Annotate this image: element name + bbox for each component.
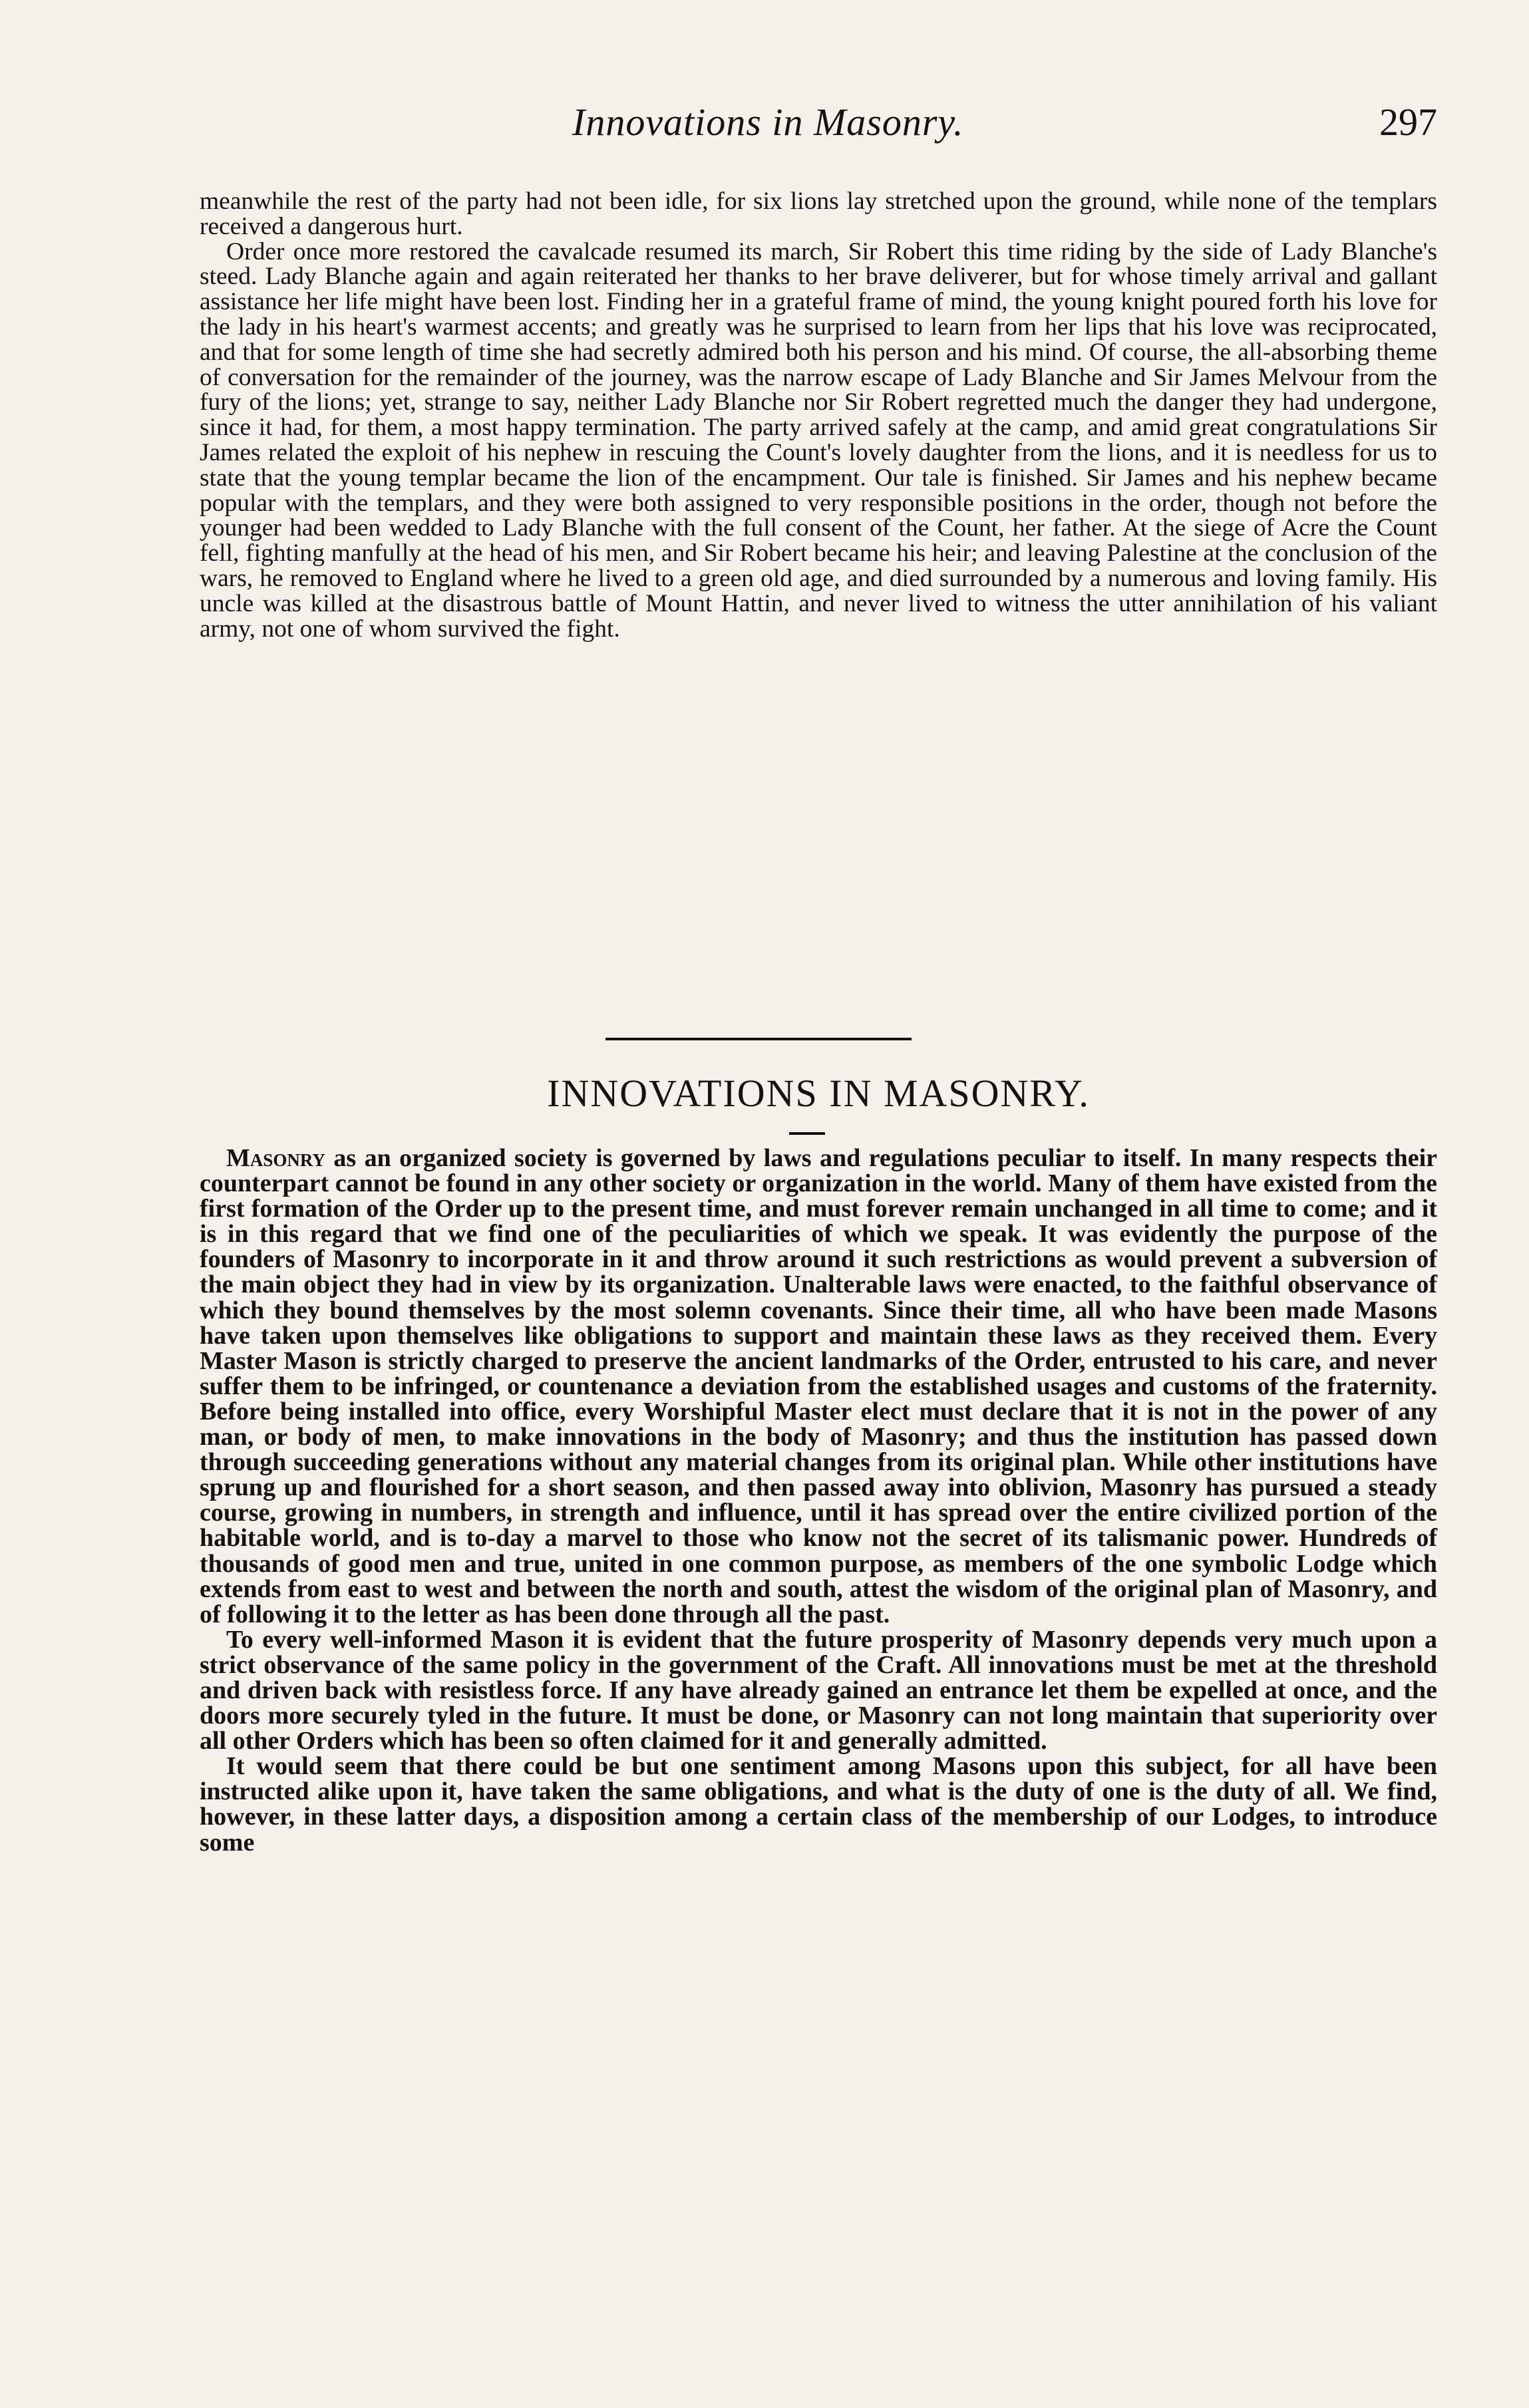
article-paragraph: To every well-informed Mason it is evident that the future prosperity of Masonry depends very much upon a strict observance of the same policy in the government of the Craft. All innovations must be met at the threshold and driven back with resistless force. If any have already gained an entrance let them be expelled at once, and the doors more securely tyled in the future. It must be done, or Masonry can not long maintain that superiority over all other Orders which has been so often claimed for it and generally admitted. — [200, 1625, 1437, 1755]
article-body — [200, 1145, 1437, 1855]
lead-word: Masonry — [226, 1144, 325, 1172]
article-title: INNOVATIONS IN MASONRY. — [547, 1072, 1090, 1115]
article-paragraph-text: as an organized society is governed by laws and regulations peculiar to itself. In many respects their counterpart cannot be found in any other society or organization in the world. Many of them have existed from the first formation of the Order up to the present time, and must forever remain unchanged in all time to come; and it is in this regard that we find one of the peculiarities of which we speak. It was evidently the purpose of the founders of Masonry to incorporate in it and throw around it such restrictions as would prevent a subversion of the main object they had in view by its organization. Unalterable laws were enacted, to the faithful observance of which they bound themselves by the most solemn covenants. Since their time, all who have been made Masons have taken upon themselves like obligations to support and maintain these laws as they received them. Every Master Mason is strictly charged to preserve the ancient landmarks of the Order, entrusted to his care, and never suffer them to be infringed, or countenance a deviation from the established usages and customs of the fraternity. Before being installed into office, every Worshipful Master elect must declare that it is not in the power of any man, or body of men, to make innovations in the body of Masonry; and thus the institution has passed down through succeeding generations without any material changes from its original plan. While other institutions have sprung up and flourished for a short season, and then passed away into oblivion, Masonry has pursued a steady course, growing in numbers, in strength and influence, until it has spread over the entire civilized portion of the habitable world, and is to-day a marvel to those who know not the secret of its talismanic power. Hundreds of thousands of good men and true, united in one common purpose, as members of the one symbolic Lodge which extends from east to west and between the north and south, attest the wisdom of the original plan of Masonry, and of following it to the letter as has been done through all the past. — [200, 1144, 1437, 1628]
story-paragraph: Order once more restored the cavalcade resumed its march, Sir Robert this time riding by the side of Lady Blanche's steed. Lady Blanche again and again reiterated her thanks to her brave deliverer, but for whose timely arrival and gallant assistance her life might have been lost. Finding her in a grateful frame of mind, the young knight poured forth his love for the lady in his heart's warmest accents; and greatly was he surprised to learn from her lips that his love was reciprocated, and that for some length of time she had secretly admired both his person and his mind. Of course, the all-absorbing theme of conversation for the remainder of the journey, was the narrow escape of Lady Blanche and Sir James Melvour from the fury of the lions; yet, strange to say, neither Lady Blanche nor Sir Robert regretted much the danger they had undergone, since it had, for them, a most happy termination. The party arrived safely at the camp, and amid great congratulations Sir James related the exploit of his nephew in rescuing the Count's lovely daughter from the lions, and it is needless for us to state that the young templar became the lion of the encampment. Our tale is finished. Sir James and his nephew became popular with the templars, and they were both assigned to very responsible positions in the order, though not before the younger had been wedded to Lady Blanche with the full consent of the Count, her father. At the siege of Acre the Count fell, fighting manfully at the head of his men, and Sir Robert became his heir; and leaving Palestine at the conclusion of the wars, he removed to England where he lived to a green old age, and died surrounded by a numerous and loving family. His uncle was killed at the disastrous battle of Mount Hattin, and never lived to witness the utter annihilation of his valiant army, not one of whom survived the fight. — [200, 237, 1437, 643]
article-paragraph: It would seem that there could be but one sentiment among Masons upon this subject, for all have been instructed alike upon it, have taken the same obligations, and what is the duty of one is the duty of all. We find, however, in these latter days, a disposition among a certain class of the membership of our Lodges, to introduce some — [200, 1752, 1437, 1857]
previous-story-ending — [200, 189, 1437, 641]
running-title: Innovations in Masonry. — [572, 100, 964, 144]
story-paragraph: meanwhile the rest of the party had not been idle, for six lions lay stretched upon the ground, while none of the templars received a dangerous hurt. — [200, 188, 1437, 240]
section-divider — [605, 1038, 912, 1040]
page-number: 297 — [1379, 100, 1437, 144]
title-rule — [789, 1132, 825, 1135]
running-head — [200, 100, 1437, 153]
article-paragraph — [200, 1145, 1437, 1627]
